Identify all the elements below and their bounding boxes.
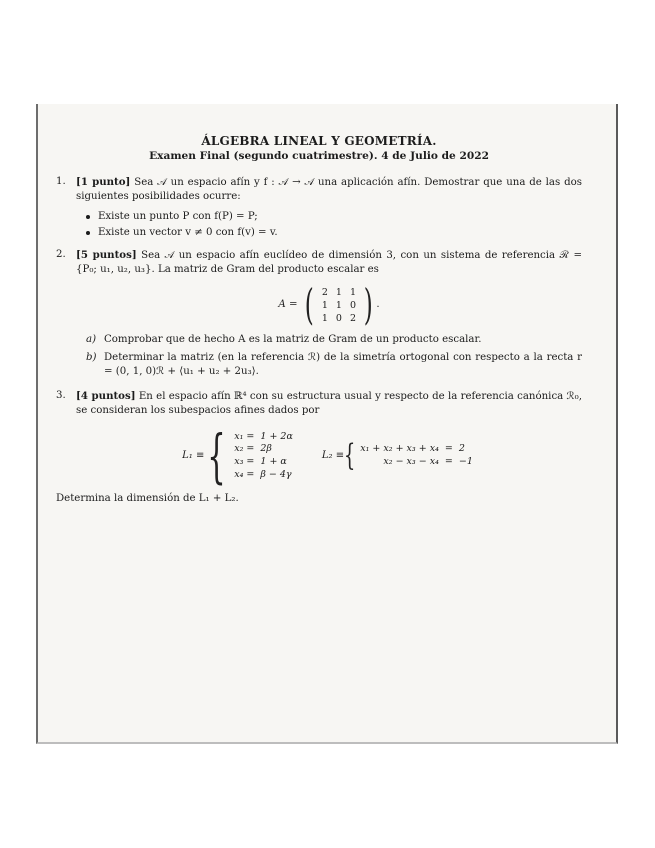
exam-title: ÁLGEBRA LINEAL Y GEOMETRÍA. <box>201 134 437 148</box>
L2-label: L₂ ≡ <box>321 450 345 461</box>
eq-rhs: 2 <box>458 443 465 455</box>
problem-2-text: Sea 𝒜 un espacio afín euclídeo de dimensión 3, con un sistema de referencia ℛ = {P₀; u₁, u₂, u₃}. La matriz de Gram del producto escalar es <box>76 250 582 275</box>
list-item <box>86 210 582 224</box>
left-brace-icon: { <box>207 422 227 490</box>
eq-lhs: x₁ = <box>234 430 255 442</box>
problem-1-statement <box>76 175 582 204</box>
eq-lhs: x₂ − x₃ − x₄ <box>383 456 439 467</box>
item-label: a) <box>86 334 97 345</box>
matrix-cell: 1 <box>335 286 342 298</box>
eq-lhs: x₂ = <box>234 443 255 455</box>
matrix-cell: 1 <box>321 312 328 324</box>
problem-1 <box>56 175 582 240</box>
matrix-table <box>318 286 360 325</box>
equation-row <box>357 456 476 469</box>
matrix-cell: 1 <box>335 299 342 311</box>
equation-row <box>231 456 296 469</box>
matrix-cell: 1 <box>321 299 328 311</box>
matrix-cell: 2 <box>321 286 328 298</box>
eq-rhs: 1 + 2α <box>260 430 293 442</box>
matrix-cell: 0 <box>335 312 342 324</box>
left-paren-icon: ( <box>305 280 315 329</box>
subspaces-display <box>76 422 582 490</box>
equation-row <box>231 443 296 456</box>
exam-content <box>56 134 582 506</box>
problem-2-item-a <box>76 333 582 347</box>
problem-3 <box>56 389 582 506</box>
eq-rhs: 2β <box>260 443 272 455</box>
item-label: b) <box>86 352 97 363</box>
problem-1-text: Sea 𝒜 un espacio afín y f : 𝒜 → 𝒜 una aplicación afín. Demostrar que una de las dos siguientes posibilidades ocurre: <box>76 177 582 202</box>
L1-equations <box>231 431 296 481</box>
equation-row <box>357 443 476 456</box>
matrix-row <box>318 299 360 312</box>
left-brace-icon: { <box>343 438 356 473</box>
right-paren-icon: ) <box>363 280 373 329</box>
eq-lhs: x₃ = <box>234 456 255 467</box>
equation-row <box>231 431 296 444</box>
problem-3-text: En el espacio afín ℝ⁴ con su estructura usual y respecto de la referencia canónica ℛ₀, se consideran los subespacios afines dados por <box>76 391 582 416</box>
problem-3-statement <box>76 389 582 418</box>
matrix-cell: 2 <box>349 312 357 324</box>
gram-matrix <box>301 280 380 329</box>
eq-lhs: x₁ + x₂ + x₃ + x₄ <box>360 443 439 455</box>
problem-3-number: 3. <box>56 390 66 401</box>
gram-matrix-display <box>76 280 582 329</box>
problem-2 <box>56 248 582 379</box>
problem-3-question: Determina la dimensión de L₁ + L₂. <box>56 493 239 504</box>
matrix-end-period: . <box>376 299 380 310</box>
L2-equations <box>357 443 476 468</box>
equation-row <box>231 469 296 482</box>
list-item <box>86 226 582 240</box>
problem-1-bullets <box>76 210 582 240</box>
eq-sign: = <box>444 456 453 467</box>
system-L2 <box>321 438 476 473</box>
bullet-icon <box>86 215 90 219</box>
problem-1-points: [1 punto] <box>76 176 131 188</box>
problem-1-number: 1. <box>56 176 66 187</box>
bullet-text: Existe un vector v ≠ 0 con f(v) = v. <box>98 227 278 238</box>
eq-rhs: −1 <box>458 456 473 467</box>
matrix-row <box>318 312 360 325</box>
problem-3-points: [4 puntos] <box>76 390 136 402</box>
system-L1 <box>182 422 296 490</box>
item-text: Comprobar que de hecho A es la matriz de Gram de un producto escalar. <box>104 334 482 345</box>
problem-2-points: [5 puntos] <box>76 249 137 261</box>
problem-2-number: 2. <box>56 249 66 260</box>
L1-label: L₁ ≡ <box>182 450 205 461</box>
bullet-icon <box>86 231 90 235</box>
eq-lhs: x₄ = <box>234 468 255 480</box>
problem-2-statement <box>76 248 582 277</box>
matrix-cell: 1 <box>349 286 357 298</box>
bullet-text: Existe un punto P con f(P) = P; <box>98 211 258 222</box>
eq-rhs: β − 4γ <box>260 468 292 480</box>
item-text: Determinar la matriz (en la referencia ℛ) de la simetría ortogonal con respecto a la recta r = (0, 1, 0)ℛ + ⟨u₁ + u₂ + 2u₃⟩. <box>104 352 582 377</box>
eq-rhs: 1 + α <box>260 456 287 467</box>
problem-2-item-b <box>76 351 582 379</box>
eq-sign: = <box>444 443 453 455</box>
matrix-cell: 0 <box>349 299 357 311</box>
exam-subtitle: Examen Final (segundo cuatrimestre). 4 de Julio de 2022 <box>149 150 489 162</box>
matrix-row <box>318 286 360 299</box>
matrix-label: A = <box>278 299 298 310</box>
